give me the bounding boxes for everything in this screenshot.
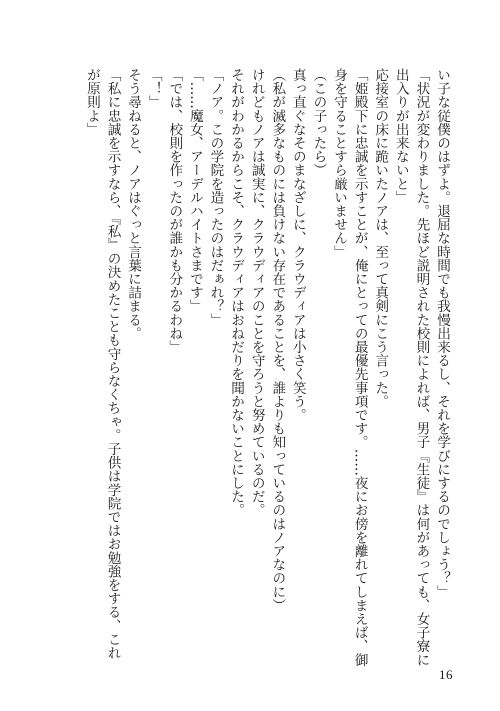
- text-line: （私が滅多なものには負けない存在であることを、誰よりも知っているのはノアなのに）: [269, 68, 286, 612]
- text-line: 応接室の床に跪いたノアは、至って真剣にこう言った。: [372, 68, 389, 408]
- text-line: 「私に忠誠を示すなら、『私』の決めたことも守らなくちゃ。子供は学院ではお勉強をする、これ: [104, 68, 121, 660]
- text-line: 「では、校則を作ったのが誰かも分かるわね」: [166, 68, 183, 354]
- text-line: （この子ったら）: [310, 68, 327, 177]
- text-line: 「姫殿下に忠誠を示すことが、俺にとっての最優先事項です。……夜にお傍を離れてしまえば、御: [351, 68, 368, 667]
- text-line: 「！」: [145, 68, 162, 109]
- text-line: そう尋ねると、ノアはぐっと言葉に詰まる。: [125, 68, 142, 340]
- text-line: けれどもノアは誠実に、クラウディアのことを守ろうと努めているのだ。: [248, 68, 265, 517]
- text-line: 身を守ることすら厳いません」: [331, 68, 348, 259]
- text-line: 真っ直ぐなそのまなざしに、クラウディアは小さく笑う。: [289, 68, 306, 422]
- text-line: 「……魔女、アーデルハイトさまです」: [186, 68, 203, 313]
- text-line: 出入りが出来ないと」: [392, 68, 409, 204]
- text-line: い子な従僕のはずよ。退屈な時間でも我慢出来るし、それを学びにするのでしょう？」: [434, 68, 450, 599]
- body-text: [81, 68, 452, 667]
- text-line: 「ノア。この学院を造ったのはだぁれ？」: [207, 68, 224, 327]
- text-line: それがわかるからこそ、クラウディアはおねだりを聞かないことにした。: [228, 68, 245, 517]
- text-line: 「状況が変わりました。先ほど説明された校則によれば、男子『生徒』は何があっても、女子寮に: [413, 68, 430, 667]
- text-line: が原則よ」: [83, 68, 100, 136]
- page-number: 16: [439, 667, 453, 682]
